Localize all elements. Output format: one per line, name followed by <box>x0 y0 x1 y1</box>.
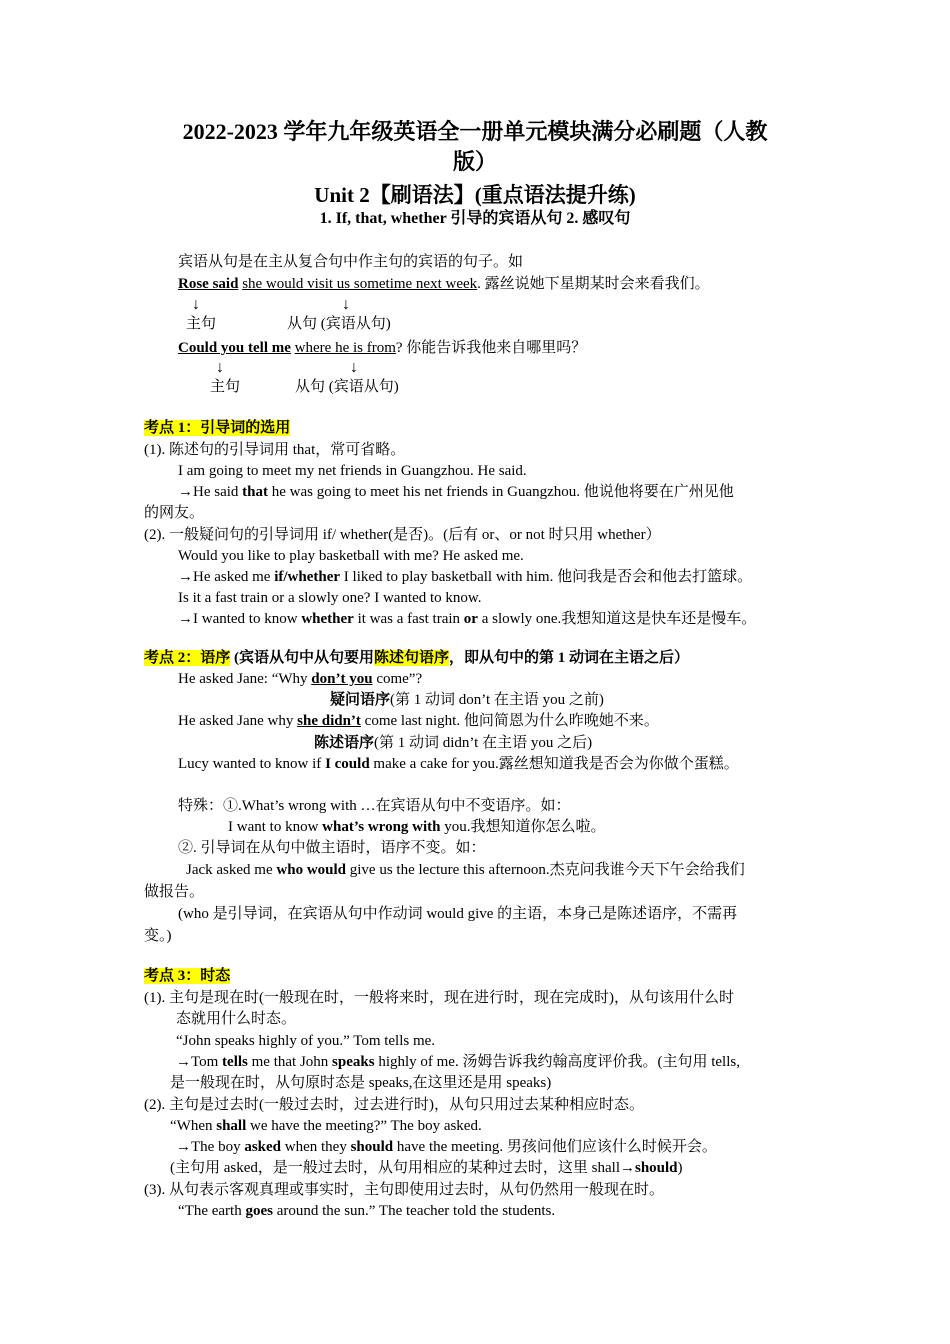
kp2-example-question: He asked Jane: “Why don’t you come”? <box>178 671 423 687</box>
kp1-rule1-example: I am going to meet my net friends in Guangzhou. He said. <box>178 463 527 479</box>
kp3-heading: 考点 3：时态 <box>144 968 231 984</box>
example2-translation: ? 你能告诉我他来自哪里吗？ <box>395 340 587 356</box>
kp1-rule1: (1). 陈述句的引导词用 that，常可省略。 <box>144 442 406 458</box>
label-object-clause: 从句 (宾语从句) <box>295 379 399 395</box>
example1-object-clause: she would visit us sometime next week <box>242 276 478 292</box>
kp3-rule1-example: “John speaks highly of you.” Tom tells me. <box>176 1033 436 1049</box>
kp3-rule3: (3). 从句表示客观真理或事实时，主句即使用过去时，从句仍然用一般现在时。 <box>144 1182 664 1198</box>
kp3-rule2-example: “When shall we have the meeting?” The boy asked. <box>170 1118 482 1134</box>
kp3-rule1-transform-cont: 是一般现在时，从句原时态是 speaks,在这里还是用 speaks) <box>170 1075 552 1091</box>
down-arrow-icon: ↓ <box>216 359 224 376</box>
kp2-heading: 考点 2：语序 (宾语从句中从句要用陈述句语序，即从句中的第 1 动词在主语之后） <box>144 650 690 666</box>
kp3-rule1: (1). 主句是现在时(一般现在时，一般将来时，现在进行时，现在完成时)，从句该用什么时 <box>144 990 734 1006</box>
label-main-clause: 主句 <box>186 316 217 332</box>
intro-example2 <box>178 338 586 358</box>
down-arrow-icon: ↓ <box>350 359 358 376</box>
kp2-special1-example: I want to know what’s wrong with you.我想知道你怎么啦。 <box>228 819 606 835</box>
example1-translation: . 露丝说她下星期某时会来看我们。 <box>477 276 710 292</box>
kp2-special1: 特殊：①.What’s wrong with …在宾语从句中不变语序。如： <box>178 798 571 814</box>
kp2-statement-order-note: 陈述语序(第 1 动词 didn’t 在主语 you 之后) <box>314 735 593 751</box>
intro-definition: 宾语从句是在主从复合句中作主句的宾语的句子。如 <box>178 254 524 270</box>
intro-example1 <box>178 274 710 294</box>
kp3-rule1-cont: 态就用什么时态。 <box>176 1011 297 1027</box>
kp1-rule2-example1: Would you like to play basketball with me? He asked me. <box>178 548 524 564</box>
kp1-heading: 考点 1：引导词的选用 <box>144 420 291 436</box>
kp2-special2: ②. 引导词在从句中做主语时，语序不变。如： <box>178 840 486 856</box>
kp2-special2-note: (who 是引导词，在宾语从句中作动词 would give 的主语，本身己是陈述语序，不需再 <box>178 906 738 922</box>
down-arrow-icon: ↓ <box>342 296 350 313</box>
kp1-rule2-transform2: →I wanted to know whether it was a fast train or a slowly one.我想知道这是快车还是慢车。 <box>178 611 757 627</box>
kp1-rule2-transform1: →He asked me if/whether I liked to play basketball with him. 他问我是否会和他去打篮球。 <box>178 569 753 585</box>
kp2-example-statement: He asked Jane why she didn’t come last night. 他问简恩为什么昨晚她不来。 <box>178 713 659 729</box>
kp3-rule2-transform: →The boy asked when they should have the meeting. 男孩问他们应该什么时候开会。 <box>176 1139 717 1155</box>
kp2-special2-note-cont: 变。) <box>144 928 172 944</box>
example2-main-clause: Could you tell me <box>178 340 291 356</box>
topic-heading: 1. If, that, whether 引导的宾语从句 2. 感叹句 <box>319 210 631 227</box>
example1-main-clause: Rose said <box>178 276 239 292</box>
kp3-rule2-note: (主句用 asked，是一般过去时，从句用相应的某种过去时，这里 shall→should) <box>170 1160 683 1176</box>
down-arrow-icon: ↓ <box>192 296 200 313</box>
label-object-clause: 从句 (宾语从句) <box>287 316 391 332</box>
kp3-rule1-transform: →Tom tells me that John speaks highly of me. 汤姆告诉我约翰高度评价我。(主句用 tells, <box>176 1054 740 1070</box>
kp2-special2-example: Jack asked me who would give us the lecture this afternoon.杰克问我谁今天下午会给我们 <box>186 862 745 878</box>
kp1-rule2-example2: Is it a fast train or a slowly one? I wanted to know. <box>178 590 482 606</box>
document-title-line2: 版） <box>452 149 497 174</box>
kp1-rule2: (2). 一般疑问句的引导词用 if/ whether(是否)。(后有 or、or not 时只用 whether） <box>144 527 661 543</box>
unit-heading: Unit 2【刷语法】(重点语法提升练) <box>314 183 636 207</box>
label-main-clause: 主句 <box>210 379 241 395</box>
kp2-special2-example-cont: 做报告。 <box>144 884 205 900</box>
kp3-rule2: (2). 主句是过去时(一般过去时，过去进行时)，从句只用过去某种相应时态。 <box>144 1097 644 1113</box>
kp2-example3: Lucy wanted to know if I could make a cake for you.露丝想知道我是否会为你做个蛋糕。 <box>178 756 739 772</box>
example2-object-clause: where he is from <box>294 340 396 356</box>
document-title-line1: 2022-2023 学年九年级英语全一册单元模块满分必刷题（人教 <box>182 119 768 144</box>
kp3-rule3-example: “The earth goes around the sun.” The teacher told the students. <box>178 1203 556 1219</box>
kp1-rule1-transform: →He said that he was going to meet his net friends in Guangzhou. 他说他将要在广州见他 <box>178 484 734 500</box>
kp1-rule1-transform-cont: 的网友。 <box>144 505 205 521</box>
kp2-question-order-note: 疑问语序(第 1 动词 don’t 在主语 you 之前) <box>330 692 604 708</box>
